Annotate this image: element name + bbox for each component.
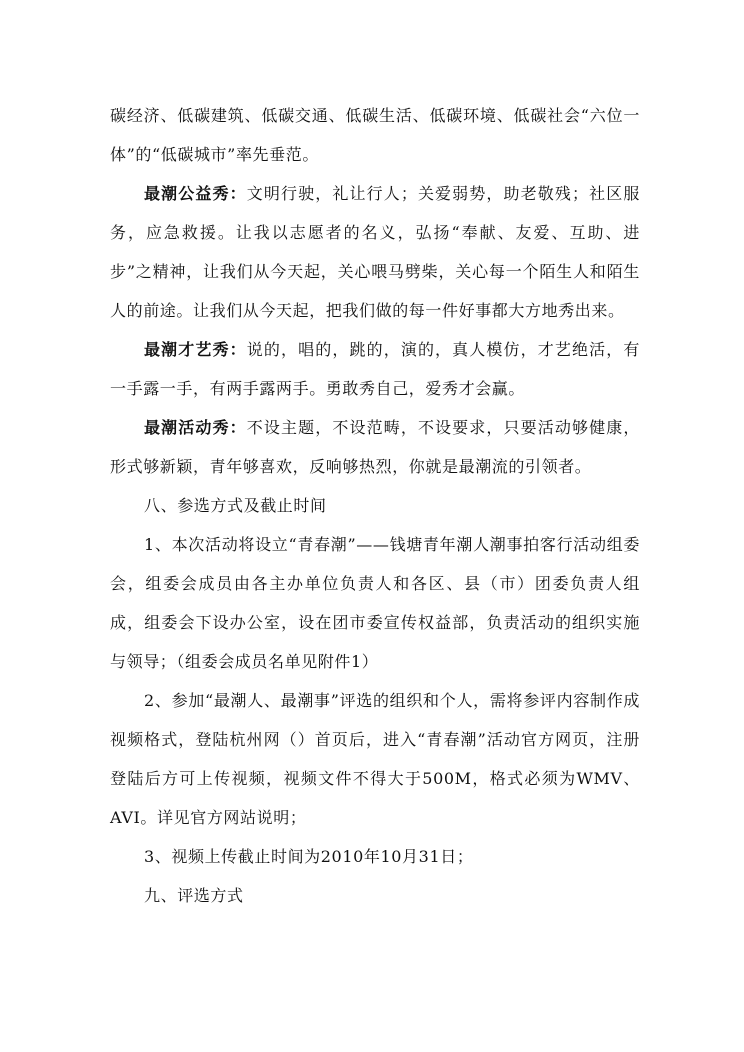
paragraph-text: 说的，唱的，跳的，演的，真人模仿，才艺绝活，有一手露一手，有两手露两手。勇敢秀自己，爱秀才会赢。 [110, 340, 640, 398]
paragraph-text: 碳经济、低碳建筑、低碳交通、低碳生活、低碳环境、低碳社会“六位一体”的“低碳城市”率先垂范。 [110, 106, 640, 164]
document-body [110, 96, 640, 915]
paragraph-public-welfare-show [110, 174, 640, 330]
paragraph-lead-heading: 最潮活动秀： [144, 418, 247, 437]
paragraph-text: 3、视频上传截止时间为2010年10月31日； [144, 847, 474, 866]
paragraph-text: 2、参加“最潮人、最潮事”评选的组织和个人，需将参评内容制作成视频格式，登陆杭州网（）首页后，进入“青春潮”活动官方网页，注册登陆后方可上传视频，视频文件不得大于500M，格式必须为WMV、AVI。详见官方网站说明； [110, 691, 640, 827]
paragraph-lead-heading: 最潮公益秀： [144, 184, 247, 203]
paragraph-text: 八、参选方式及截止时间 [144, 496, 327, 515]
paragraph-item-3 [110, 837, 640, 876]
paragraph-activity-show [110, 408, 640, 486]
section-heading-8 [110, 486, 640, 525]
paragraph-item-2 [110, 681, 640, 837]
paragraph-text: 不设主题，不设范畴，不设要求，只要活动够健康，形式够新颖，青年够喜欢，反响够热烈，你就是最潮流的引领者。 [110, 418, 640, 476]
paragraph-item-1 [110, 525, 640, 681]
paragraph-text: 九、评选方式 [144, 886, 244, 905]
paragraph-text: 文明行驶，礼让行人；关爱弱势，助老敬残；社区服务，应急救援。让我以志愿者的名义，弘扬“奉献、友爱、互助、进步”之精神，让我们从今天起，关心喂马劈柴，关心每一个陌生人和陌生人的前途。让我们从今天起，把我们做的每一件好事都大方地秀出来。 [110, 184, 640, 320]
section-heading-9 [110, 876, 640, 915]
paragraph-talent-show [110, 330, 640, 408]
paragraph-lead-heading: 最潮才艺秀： [144, 340, 247, 359]
paragraph-text: 1、本次活动将设立“青春潮”——钱塘青年潮人潮事拍客行活动组委会，组委会成员由各主办单位负责人和各区、县（市）团委负责人组成，组委会下设办公室，设在团市委宣传权益部，负责活动的组织实施与领导；（组委会成员名单见附件1） [110, 535, 640, 671]
paragraph-continuation [110, 96, 640, 174]
